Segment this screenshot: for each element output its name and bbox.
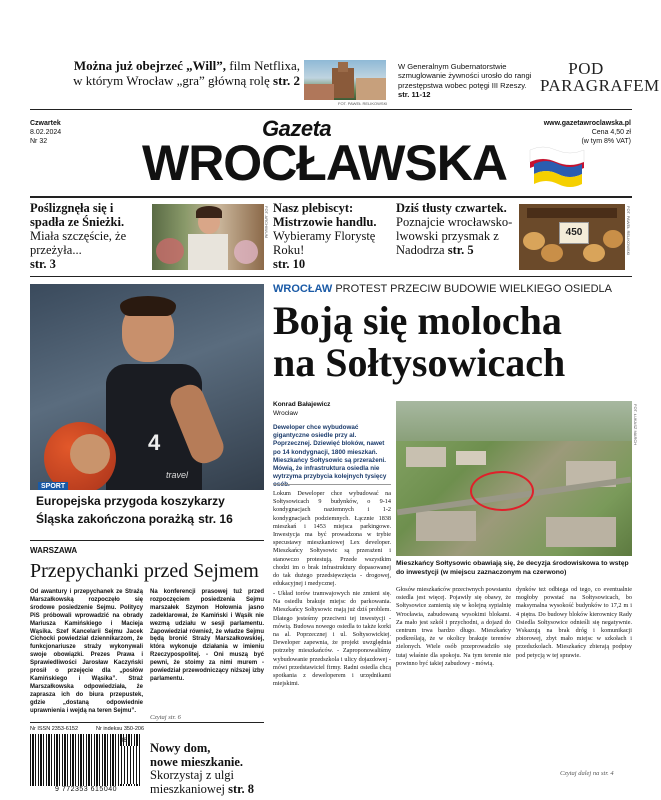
top-teaser-history[interactable]: [398, 62, 532, 100]
sport-headline: Europejska przygoda koszykarzy Śląska zakończona porażką: [36, 494, 225, 526]
masthead-issue: Nr 32: [30, 138, 48, 145]
main-kicker: [273, 283, 612, 295]
logo-gazeta: Gazeta: [262, 116, 332, 141]
teaser-tlusty[interactable]: [396, 201, 516, 257]
masthead-date: 8.02.2024: [30, 129, 62, 136]
flags-icon: [528, 142, 588, 186]
supplement-line1: POD: [568, 59, 604, 78]
sport-page: str. 16: [198, 512, 233, 526]
top-divider: [30, 109, 632, 110]
byline: [273, 400, 330, 418]
main-headline-line2: na Sołtysowicach: [273, 340, 566, 385]
teaser-film-line2: w którym Wrocław „gra” główną rolę: [73, 73, 270, 88]
teasers-divider: [30, 276, 632, 277]
promo-page: str. 8: [228, 781, 255, 796]
photo-credit-donuts: FOT. PAWEŁ RELIKOWSKI: [626, 206, 631, 256]
teaser-sniezka-page: str. 3: [30, 257, 56, 271]
history-text: W Generalnym Gubernatorstwie szmuglowanie żywności urosło do rangi przestępstwa wobec potęgi III Rzeszy.: [398, 62, 532, 90]
warszawa-kicker: WARSZAWA: [30, 546, 78, 555]
supplement-name: [540, 59, 660, 95]
main-headline[interactable]: [273, 300, 633, 384]
promo-line3: Skorzystaj z ulgi: [150, 768, 235, 782]
issue-code-barcode: [118, 746, 142, 784]
teaser-sniezka[interactable]: [30, 201, 148, 271]
masthead-day: Czwartek: [30, 120, 61, 127]
main-kicker-city: WROCŁAW: [273, 283, 333, 295]
photo-credit-florist: FOT. ARCHIWUM: [264, 206, 269, 238]
promo-line1: Nowy dom,: [150, 741, 211, 755]
warszawa-col2: Na konferencji prasowej tuż przed rozpoczęciem posiedzenia Sejmu marszałek Szymon Hołownia jasno zadeklarował, że Kamiński i Wąsik nie wezmą udziału w sesji parlamentu. Zapowiedział również, że władze Sejmu będą bronić Straży Marszałkowskiej, która wykonuje działania w imieniu Rzeczypospolitej. - Oni muszą być pewni, że stoimy za nimi murem - powiedział przewodniczący niższej izby parlamentu.: [150, 589, 264, 682]
masthead-price: Cena 4,50 zł: [591, 129, 631, 136]
teaser-sniezka-title: Poślizgnęła się i spadła ze Śnieżki.: [30, 201, 125, 229]
warszawa-divider: [30, 540, 264, 541]
main-lead: Deweloper chce wybudować gigantyczne osiedle przy al. Poprzecznej. Dziewięć bloków, nawet po 14 kondygnacji, 1800 mieszkań. Mieszkańcy Sołtysowic są przerażeni. Mówią, że infrastruktura osiedla nie wytrzyma przybycia kolejnych tysięcy: [273, 424, 387, 481]
teaser-sniezka-body: Miała szczęście, że przeżyła...: [30, 229, 127, 257]
photo-credit-aerial: FOT. ŁUKASZ MARCH: [633, 404, 638, 446]
main-headline-line1: Boją się molocha: [273, 298, 562, 343]
logo-wroclawska[interactable]: WROCŁAWSKA: [142, 135, 507, 191]
teaser-tlusty-page: str. 5: [447, 243, 474, 257]
warszawa-col1: Od awantury i przepychanek ze Strażą Marszałkowską rozpoczęło się środowe posiedzenie Sejmu. Politycy PiS próbowali wprowadzić na obrady Mariusza Kamińskiego i Macieja Wąsika. Szef Kancelarii Sejmu Jacek Cichocki powiedział dziennikarzom, że funkcjonariusze straży wykonywali swoje obowiązki. Prezes Prawa i Sprawiedliwości Jarosław Kaczyński prosił o przejęcie dla „posłów Kamińskiego i Wąsika”. Straż Marszałkowska odpowiedziała, że zaprasza ich do biura przepustek, gdzie „dostaną odpowiednie uprawnienia i wejdą na teren Sejmu”.: [30, 589, 143, 714]
teaser-tlusty-body: Poznajcie wrocławsko-lwowski przysmak z Nadodrza: [396, 215, 513, 257]
teaser-plebiscyt-page: str. 10: [273, 257, 306, 271]
aerial-caption: Mieszkańcy Sołtysowic obawiają się, że decyzja środowiskowa to wstęp do inwestycji (w miejscu zaznaczonym na czerwono): [396, 560, 629, 576]
warszawa-headline[interactable]: Przepychanki przed Sejmem: [30, 560, 259, 582]
teaser-film-line1a: Można już obejrzeć „Will”,: [73, 58, 226, 73]
photo-credit-film: FOT. PAWEŁ RELIKOWSKI: [338, 101, 388, 106]
main-col1: Lokum Deweloper chce wybudować na Sołtysowicach 9 budynków, o 9-14 kondygnacjach naziemnych i 1-2 kondygnacjach podziemnych. Łącznie 1838 mieszkań i 1453 miejsca parkingowe. Inwestycja ma być prowadzona w trybie specustawy mieszkaniowej Lex developer. Mieszkańcy Sołtysowic są przerażeni i stanowczo protestują. Przede wszystkim chodzi im o brak infrastruktury dopasowanej do tak dużego przedsięwzięcia - drogowej, edukacyjnej i medycznej.: [273, 490, 391, 588]
issn: Nr ISSN 2353-6152: [30, 726, 78, 732]
history-page: str. 11-12: [398, 90, 431, 100]
teaser-plebiscyt[interactable]: [273, 201, 391, 271]
teaser-tlusty-title: Dziś tłusty czwartek.: [396, 201, 507, 215]
supplement-line2: PARAGRAFEM: [540, 76, 660, 95]
author-city: Wrocław: [273, 410, 298, 417]
masthead-date-block: [30, 119, 61, 146]
promo-line4: mieszkaniowej: [150, 781, 225, 796]
lead-divider: [273, 484, 391, 485]
main-kicker-text: PROTEST PRZECIW BUDOWIE WIELKIEGO OSIEDLA: [335, 283, 612, 295]
warszawa-continued[interactable]: Czytaj str. 6: [150, 714, 181, 721]
donut-price-sign: 450: [559, 222, 589, 244]
main-continued[interactable]: Czytaj dalej na str. 4: [560, 770, 614, 777]
promo-line2: nowe mieszkanie.: [150, 754, 244, 769]
aerial-photo: [396, 401, 632, 556]
teaser-plebiscyt-body: Wybieramy Florystę Roku!: [273, 229, 376, 257]
teaser-plebiscyt-title: Nasz plebiscyt: Mistrzowie handlu.: [273, 201, 377, 229]
promo-box[interactable]: [150, 742, 264, 796]
barcode-digits: 9 772353 615040: [30, 786, 142, 793]
barcode-divider: [30, 722, 264, 723]
masthead-vat: (w tym 8% VAT): [581, 138, 631, 145]
author-name: Konrad Bałajewicz: [273, 401, 331, 408]
masthead-divider: [30, 196, 632, 198]
main-col3: Głosów mieszkańców przeciwnych powstaniu osiedla jest więcej. Pojawiły się obawy, że Sołtysowice zamienią się w kolejną sypialnię Wrocławia, zabudowaną wysokimi blokami. Za mało jest szkół i przychodni, a dojazd do centrum trwa bardzo długo. Mieszkańcy podkreślają, że w okolicy brakuje terenów zielonych. Wiele osób przeprowadziło się tutaj właśnie dla spokoju. Na tym terenie nie powinno być takiej zabudowy - mówią.: [396, 586, 511, 667]
masthead-website[interactable]: www.gazetawroclawska.pl: [543, 120, 631, 127]
jersey-sponsor: travel: [166, 470, 189, 480]
sport-tag: SPORT: [38, 482, 68, 491]
sport-headline-box[interactable]: [30, 490, 264, 524]
florist-photo: [152, 204, 264, 270]
teaser-film-page: str. 2: [273, 73, 300, 88]
issue-code: 06: [120, 738, 127, 744]
donuts-photo: [519, 204, 625, 270]
teaser-film-line1b: film Netflixa,: [225, 58, 300, 73]
main-col2: - Układ torów tramwajowych nie zmieni się. Na osiedlu brakuje miejsc do parkowania. Mieszkańcy Sołtysowic mają już dziś problem. Dlatego jesteśmy przeciwni tej inwestycji - mówią. Budowa nowego osiedla to także korki na al. Poprzecznej i ul. Sołtysowickiej. Deweloper zapewnia, że projekt uwzględnia potrzeby mieszkańców. - Zaproponowaliśmy wybudowanie przedszkola i ulicy dojazdowej - mówi przedstawiciel firmy. Radni osiedla chcą spotkania z deweloperem i urzędnikami miejskimi.: [273, 590, 391, 688]
main-col4: dynków też odbiega od tego, co eventualnie mogłoby powstać na Sołtysowicach, bo maksymalna wysokość budynków to 17,2 m i 4 piętra. Do budowy bloków kierownicy Rady Osiedla Sołtysowice odnieśli się negatywnie. Wskazują na brak dróg i komunikacji zbiorowej, zbyt mało miejsc w szkołach i przedszkolach. Mieszkańcy zbierają podpisy pod petycją w tej sprawie.: [516, 586, 632, 659]
top-teaser-film[interactable]: [60, 58, 300, 88]
jersey-number: 4: [148, 430, 161, 455]
film-photo: [304, 60, 386, 100]
index-number: Nr indeksu 350-206: [96, 726, 145, 732]
